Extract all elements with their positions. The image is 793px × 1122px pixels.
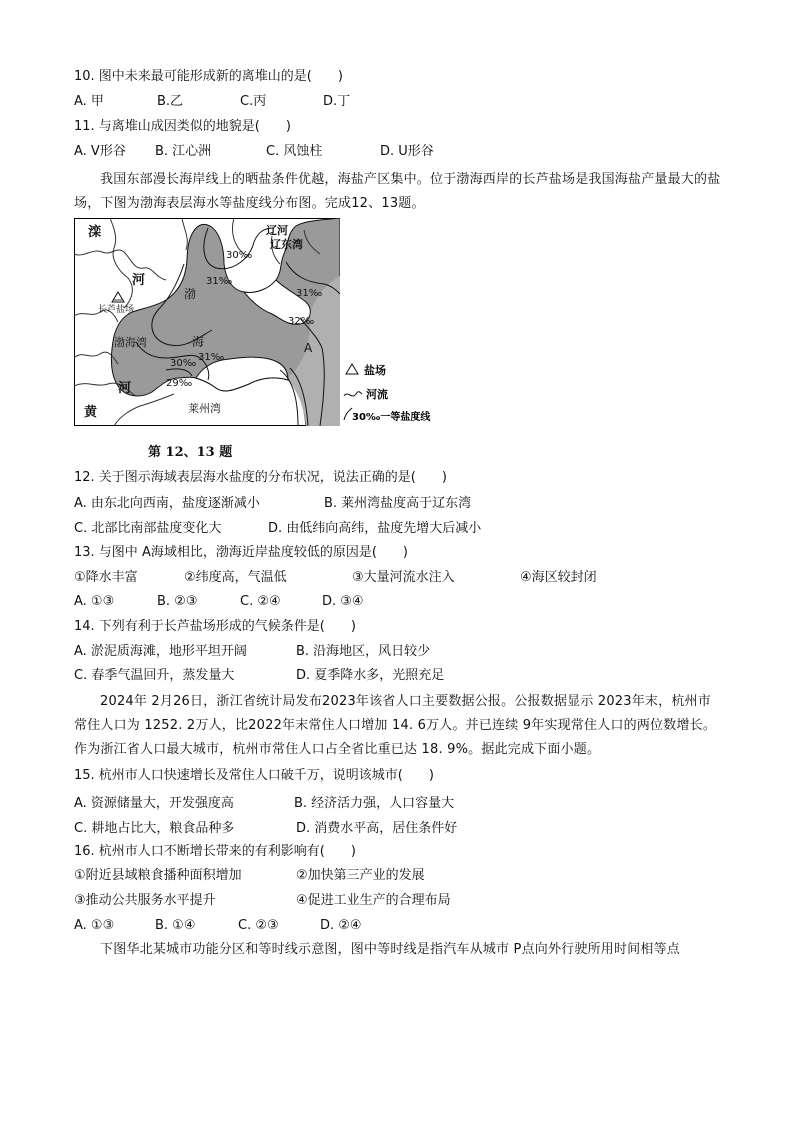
q10-option-d: D.丁	[323, 94, 351, 109]
q14-option-d: D. 夏季降水多，光照充足	[296, 668, 445, 683]
legend-salt-icon	[346, 364, 358, 374]
q13-item-2: ②纬度高，气温低	[184, 570, 287, 585]
map-label-liaohe: 辽河	[266, 224, 288, 237]
map-label-changlu: 长芦盐场	[98, 305, 135, 315]
q12-option-d: D. 由低纬向高纬，盐度先增大后减小	[268, 521, 482, 536]
q15-stem: 15. 杭州市人口快速增长及常住人口破千万，说明该城市( )	[74, 768, 434, 783]
legend-isohaline-label: 30‰一等盐度线	[352, 412, 431, 423]
q14-stem: 14. 下列有利于长芦盐场形成的气候条件是( )	[74, 619, 356, 634]
q15-option-c: C. 耕地占比大，粮食品种多	[74, 821, 235, 836]
map-label-laizhouwan: 莱州湾	[188, 402, 221, 415]
legend-isohaline-icon	[344, 408, 352, 420]
q11-stem: 11. 与离堆山成因类似的地貌是( )	[74, 119, 291, 134]
q13-item-4: ④海区较封闭	[520, 570, 597, 585]
map-label-hai: 海	[192, 335, 205, 349]
q15-option-d: D. 消费水平高，居住条件好	[296, 821, 458, 836]
q16-item-1: ①附近县域粮食播种面积增加	[74, 868, 242, 883]
q13-option-c: C. ②④	[240, 594, 281, 609]
intro-12-13: 我国东部漫长海岸线上的晒盐条件优越，海盐产区集中。位于渤海西岸的长芦盐场是我国海盐产量最大的盐场，下图为渤海表层海水等盐度线分布图。完成12、13题。	[74, 172, 721, 211]
q13-option-b: B. ②③	[157, 594, 198, 609]
q16-option-c: C. ②③	[238, 918, 279, 933]
q12-stem: 12. 关于图示海域表层海水盐度的分布状况，说法正确的是( )	[74, 470, 447, 485]
map-label-luan: 滦	[88, 225, 102, 240]
q10-option-b: B.乙	[157, 94, 184, 109]
bohai-salinity-map	[74, 218, 340, 426]
q16-option-d: D. ②④	[320, 918, 362, 933]
q10-stem: 10. 图中未来最可能形成新的离堆山的是( )	[74, 69, 343, 84]
q14-option-a: A. 淤泥质海滩，地形平坦开阔	[74, 644, 247, 659]
q11-option-d: D. U形谷	[380, 144, 434, 159]
q12-option-b: B. 莱州湾盐度高于辽东湾	[324, 496, 472, 511]
map-label-huang: 黄	[84, 405, 98, 420]
q12-option-a: A. 由东北向西南，盐度逐渐减小	[74, 496, 260, 511]
q16-option-a: A. ①③	[74, 918, 115, 933]
q16-item-3: ③推动公共服务水平提升	[74, 893, 216, 908]
q13-item-1: ①降水丰富	[74, 570, 138, 585]
intro-15-16: 2024年 2月26日，浙江省统计局发布2023年该省人口主要数据公报。公报数据显示 2023年末，杭州市常住人口为 1252. 2万人，比2022年末常住人口增加 14. 6万人。并已连续 9年实现常住人口的两位数增长。作为浙江省人口最大城市，杭州市常住人口占全省比重已达 18. 9%。据此完成下面小题。	[74, 694, 717, 757]
q13-option-a: A. ①③	[74, 594, 115, 609]
map-label-bohaiwan: 渤海湾	[114, 336, 147, 349]
q16-option-b: B. ①④	[155, 918, 196, 933]
map-label-he-north: 河	[132, 273, 146, 288]
salinity-label-31-south: 31‰	[198, 352, 225, 363]
map-legend	[342, 360, 452, 426]
q14-option-b: B. 沿海地区，风日较少	[296, 644, 431, 659]
salinity-label-32: 32‰	[288, 316, 315, 327]
q11-option-c: C. 风蚀柱	[266, 144, 323, 159]
salinity-label-29: 29‰	[166, 378, 193, 389]
salinity-label-31-bo: 31‰	[206, 276, 233, 287]
q10-option-c: C.丙	[240, 94, 267, 109]
map-caption: 第 12、13 题	[148, 445, 233, 460]
q10-option-a: A. 甲	[74, 94, 104, 109]
q15-option-b: B. 经济活力强，人口容量大	[294, 796, 455, 811]
q13-option-d: D. ③④	[322, 594, 364, 609]
map-label-he-south: 河	[118, 381, 132, 396]
q14-option-c: C. 春季气温回升，蒸发量大	[74, 668, 235, 683]
map-label-a: A	[304, 341, 313, 355]
q12-option-c: C. 北部比南部盐度变化大	[74, 521, 222, 536]
map-label-liaodongwan: 辽东湾	[270, 238, 303, 251]
legend-salt-label: 盐场	[364, 364, 386, 377]
q11-option-a: A. V形谷	[74, 144, 126, 159]
salinity-label-31-east: 31‰	[296, 288, 323, 299]
q13-item-3: ③大量河流水注入	[352, 570, 455, 585]
intro-next: 下图华北某城市功能分区和等时线示意图，图中等时线是指汽车从城市 P点向外行驶所用时间相等点	[100, 942, 680, 957]
q16-item-2: ②加快第三产业的发展	[296, 868, 425, 883]
map-label-bo: 渤	[184, 287, 197, 301]
q15-option-a: A. 资源储量大，开发强度高	[74, 796, 234, 811]
legend-river-label: 河流	[366, 388, 388, 401]
salinity-label-30-south: 30‰	[170, 358, 197, 369]
q16-stem: 16. 杭州市人口不断增长带来的有利影响有( )	[74, 844, 356, 859]
salinity-label-30-north: 30‰	[226, 250, 253, 261]
q13-stem: 13. 与图中 A海域相比，渤海近岸盐度较低的原因是( )	[74, 545, 408, 560]
q16-item-4: ④促进工业生产的合理布局	[296, 893, 451, 908]
legend-river-icon	[344, 392, 362, 396]
q11-option-b: B. 江心洲	[155, 144, 212, 159]
